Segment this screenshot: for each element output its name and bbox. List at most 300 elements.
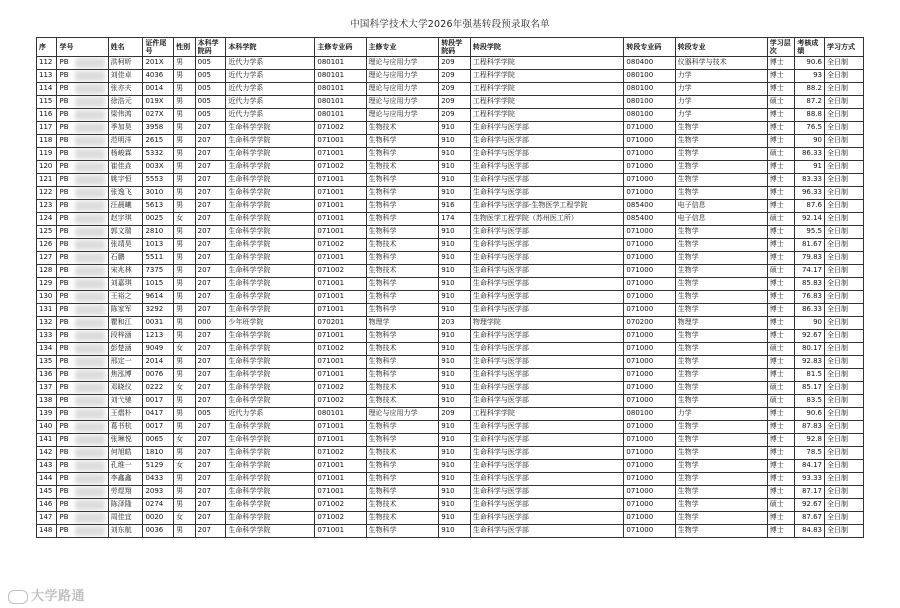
exam-score-cell: 88.2 bbox=[795, 83, 825, 96]
exam-score-cell: 92.14 bbox=[795, 213, 825, 226]
major-code-cell: 071001 bbox=[315, 135, 366, 148]
target-major-cell: 生物学 bbox=[675, 174, 767, 187]
major-cell: 生物技术 bbox=[366, 395, 439, 408]
student-id-text: PB bbox=[59, 305, 69, 314]
exam-score-cell: 83.5 bbox=[795, 395, 825, 408]
gender-cell: 男 bbox=[174, 96, 195, 109]
table-row bbox=[37, 135, 864, 148]
undergrad-college-cell: 近代力学系 bbox=[226, 83, 315, 96]
student-id-cell bbox=[57, 265, 108, 278]
gender-cell: 女 bbox=[174, 434, 195, 447]
column-header: 性别 bbox=[174, 38, 195, 57]
target-major-cell: 力学 bbox=[675, 408, 767, 421]
major-cell: 生物科学 bbox=[366, 304, 439, 317]
target-college-code-cell: 910 bbox=[439, 395, 471, 408]
target-college-code-cell: 174 bbox=[439, 213, 471, 226]
gender-cell: 男 bbox=[174, 265, 195, 278]
major-code-cell: 080101 bbox=[315, 83, 366, 96]
major-code-cell: 071002 bbox=[315, 499, 366, 512]
target-major-code-cell: 071000 bbox=[624, 512, 675, 525]
redaction-blur bbox=[75, 266, 105, 276]
target-college-cell: 生命科学与医学部 bbox=[470, 421, 624, 434]
redaction-blur bbox=[75, 383, 105, 393]
undergrad-college-code-cell: 207 bbox=[195, 304, 226, 317]
table-row bbox=[37, 239, 864, 252]
target-college-cell: 生命科学与医学部-生物医学工程学院 bbox=[470, 200, 624, 213]
exam-score-cell: 84.17 bbox=[795, 460, 825, 473]
table-row bbox=[37, 265, 864, 278]
table-row bbox=[37, 122, 864, 135]
gender-cell: 男 bbox=[174, 200, 195, 213]
target-college-cell: 物理学院 bbox=[470, 317, 624, 330]
id-suffix-cell: 5511 bbox=[143, 252, 174, 265]
student-id-cell bbox=[57, 473, 108, 486]
table-body bbox=[37, 57, 864, 538]
target-major-code-cell: 071000 bbox=[624, 226, 675, 239]
target-college-cell: 工程科学学院 bbox=[470, 70, 624, 83]
table-row bbox=[37, 356, 864, 369]
study-level-cell: 硕士 bbox=[767, 213, 795, 226]
study-level-cell: 博士 bbox=[767, 200, 795, 213]
study-mode-cell: 全日制 bbox=[825, 434, 864, 447]
id-suffix-cell: 0025 bbox=[143, 213, 174, 226]
exam-score-cell: 90.6 bbox=[795, 57, 825, 70]
undergrad-college-cell: 生命科学学院 bbox=[226, 421, 315, 434]
undergrad-college-code-cell: 207 bbox=[195, 382, 226, 395]
study-mode-cell: 全日制 bbox=[825, 96, 864, 109]
major-code-cell: 071002 bbox=[315, 265, 366, 278]
target-college-cell: 生命科学与医学部 bbox=[470, 304, 624, 317]
gender-cell: 男 bbox=[174, 135, 195, 148]
undergrad-college-code-cell: 207 bbox=[195, 239, 226, 252]
undergrad-college-cell: 生命科学学院 bbox=[226, 330, 315, 343]
id-suffix-cell: 4036 bbox=[143, 70, 174, 83]
target-major-cell: 电子信息 bbox=[675, 213, 767, 226]
target-college-code-cell: 910 bbox=[439, 265, 471, 278]
column-header: 转段学院码 bbox=[439, 38, 471, 57]
student-id-text: PB bbox=[59, 474, 69, 483]
major-cell: 生物技术 bbox=[366, 239, 439, 252]
student-id-text: PB bbox=[59, 136, 69, 145]
gender-cell: 男 bbox=[174, 70, 195, 83]
student-name-cell: 刘嘉琪 bbox=[108, 278, 143, 291]
target-major-code-cell: 071000 bbox=[624, 499, 675, 512]
student-id-text: PB bbox=[59, 123, 69, 132]
gender-cell: 男 bbox=[174, 252, 195, 265]
redaction-blur bbox=[75, 500, 105, 510]
major-code-cell: 071001 bbox=[315, 291, 366, 304]
undergrad-college-code-cell: 207 bbox=[195, 200, 226, 213]
target-major-cell: 生物学 bbox=[675, 226, 767, 239]
student-id-cell bbox=[57, 187, 108, 200]
id-suffix-cell: 1213 bbox=[143, 330, 174, 343]
redaction-blur bbox=[75, 344, 105, 354]
row-number-cell: 147 bbox=[37, 512, 57, 525]
target-major-cell: 生物学 bbox=[675, 434, 767, 447]
row-number-cell: 132 bbox=[37, 317, 57, 330]
row-number-cell: 112 bbox=[37, 57, 57, 70]
target-college-code-cell: 209 bbox=[439, 408, 471, 421]
table-row bbox=[37, 291, 864, 304]
student-name-cell: 焦泓博 bbox=[108, 369, 143, 382]
student-name-cell: 姚宇恒 bbox=[108, 174, 143, 187]
undergrad-college-cell: 近代力学系 bbox=[226, 408, 315, 421]
undergrad-college-code-cell: 207 bbox=[195, 291, 226, 304]
undergrad-college-cell: 生命科学学院 bbox=[226, 369, 315, 382]
undergrad-college-code-cell: 207 bbox=[195, 486, 226, 499]
target-college-code-cell: 910 bbox=[439, 252, 471, 265]
student-id-cell bbox=[57, 122, 108, 135]
column-header: 转段专业码 bbox=[624, 38, 675, 57]
student-name-cell: 瞿和江 bbox=[108, 317, 143, 330]
major-code-cell: 070201 bbox=[315, 317, 366, 330]
exam-score-cell: 91 bbox=[795, 161, 825, 174]
undergrad-college-code-cell: 207 bbox=[195, 473, 226, 486]
student-name-cell: 邢定一 bbox=[108, 356, 143, 369]
row-number-cell: 117 bbox=[37, 122, 57, 135]
target-college-cell: 生命科学与医学部 bbox=[470, 512, 624, 525]
major-code-cell: 071001 bbox=[315, 174, 366, 187]
student-name-cell: 徐浩元 bbox=[108, 96, 143, 109]
student-id-text: PB bbox=[59, 240, 69, 249]
undergrad-college-cell: 生命科学学院 bbox=[226, 187, 315, 200]
gender-cell: 男 bbox=[174, 356, 195, 369]
undergrad-college-cell: 近代力学系 bbox=[226, 70, 315, 83]
target-college-code-cell: 910 bbox=[439, 343, 471, 356]
id-suffix-cell: 5129 bbox=[143, 460, 174, 473]
exam-score-cell: 95.5 bbox=[795, 226, 825, 239]
major-cell: 生物技术 bbox=[366, 382, 439, 395]
undergrad-college-code-cell: 005 bbox=[195, 109, 226, 122]
row-number-cell: 126 bbox=[37, 239, 57, 252]
student-id-text: PB bbox=[59, 175, 69, 184]
study-level-cell: 博士 bbox=[767, 161, 795, 174]
exam-score-cell: 80.17 bbox=[795, 343, 825, 356]
table-row bbox=[37, 57, 864, 70]
study-mode-cell: 全日制 bbox=[825, 408, 864, 421]
student-id-text: PB bbox=[59, 448, 69, 457]
undergrad-college-cell: 生命科学学院 bbox=[226, 265, 315, 278]
target-college-cell: 工程科学学院 bbox=[470, 83, 624, 96]
target-college-cell: 生命科学与医学部 bbox=[470, 382, 624, 395]
student-id-cell bbox=[57, 96, 108, 109]
target-college-code-cell: 910 bbox=[439, 278, 471, 291]
student-name-cell: 彭楚涵 bbox=[108, 343, 143, 356]
id-suffix-cell: 0222 bbox=[143, 382, 174, 395]
id-suffix-cell: 1810 bbox=[143, 447, 174, 460]
exam-score-cell: 87.17 bbox=[795, 486, 825, 499]
exam-score-cell: 86.33 bbox=[795, 304, 825, 317]
target-college-cell: 生命科学与医学部 bbox=[470, 356, 624, 369]
target-college-code-cell: 910 bbox=[439, 304, 471, 317]
redaction-blur bbox=[75, 318, 105, 328]
study-level-cell: 硕士 bbox=[767, 148, 795, 161]
target-college-code-cell: 910 bbox=[439, 447, 471, 460]
student-id-text: PB bbox=[59, 214, 69, 223]
exam-score-cell: 87.67 bbox=[795, 512, 825, 525]
target-college-cell: 生命科学与医学部 bbox=[470, 434, 624, 447]
table-row bbox=[37, 226, 864, 239]
redaction-blur bbox=[75, 71, 105, 81]
major-cell: 生物技术 bbox=[366, 122, 439, 135]
row-number-cell: 143 bbox=[37, 460, 57, 473]
study-level-cell: 硕士 bbox=[767, 395, 795, 408]
target-major-code-cell: 071000 bbox=[624, 161, 675, 174]
target-college-code-cell: 910 bbox=[439, 369, 471, 382]
major-cell: 生物科学 bbox=[366, 460, 439, 473]
gender-cell: 男 bbox=[174, 278, 195, 291]
undergrad-college-code-cell: 207 bbox=[195, 499, 226, 512]
major-cell: 生物技术 bbox=[366, 343, 439, 356]
target-major-cell: 生物学 bbox=[675, 486, 767, 499]
gender-cell: 男 bbox=[174, 486, 195, 499]
study-mode-cell: 全日制 bbox=[825, 460, 864, 473]
table-row bbox=[37, 343, 864, 356]
target-college-code-cell: 910 bbox=[439, 148, 471, 161]
row-number-cell: 144 bbox=[37, 473, 57, 486]
study-level-cell: 博士 bbox=[767, 408, 795, 421]
undergrad-college-code-cell: 207 bbox=[195, 122, 226, 135]
target-major-cell: 生物学 bbox=[675, 369, 767, 382]
major-cell: 生物技术 bbox=[366, 447, 439, 460]
target-college-code-cell: 910 bbox=[439, 525, 471, 538]
id-suffix-cell: 0031 bbox=[143, 317, 174, 330]
redaction-blur bbox=[75, 227, 105, 237]
target-major-code-cell: 080100 bbox=[624, 109, 675, 122]
target-major-cell: 生物学 bbox=[675, 395, 767, 408]
gender-cell: 男 bbox=[174, 122, 195, 135]
major-cell: 生物科学 bbox=[366, 187, 439, 200]
undergrad-college-cell: 生命科学学院 bbox=[226, 525, 315, 538]
target-college-code-cell: 910 bbox=[439, 486, 471, 499]
id-suffix-cell: 3958 bbox=[143, 122, 174, 135]
student-name-cell: 张亦夫 bbox=[108, 83, 143, 96]
column-header: 主修专业 bbox=[366, 38, 439, 57]
student-id-cell bbox=[57, 486, 108, 499]
exam-score-cell: 76.83 bbox=[795, 291, 825, 304]
major-code-cell: 071001 bbox=[315, 187, 366, 200]
student-id-cell bbox=[57, 343, 108, 356]
target-college-cell: 生命科学与医学部 bbox=[470, 174, 624, 187]
target-major-cell: 生物学 bbox=[675, 343, 767, 356]
student-name-cell: 石鹏 bbox=[108, 252, 143, 265]
target-college-cell: 生命科学与医学部 bbox=[470, 161, 624, 174]
study-mode-cell: 全日制 bbox=[825, 525, 864, 538]
target-major-code-cell: 071000 bbox=[624, 343, 675, 356]
target-college-cell: 工程科学学院 bbox=[470, 109, 624, 122]
study-level-cell: 博士 bbox=[767, 304, 795, 317]
exam-score-cell: 93.33 bbox=[795, 473, 825, 486]
student-name-cell: 邓晓仪 bbox=[108, 382, 143, 395]
gender-cell: 男 bbox=[174, 499, 195, 512]
document-title: 中国科学技术大学2026年强基转段预录取名单 bbox=[350, 19, 550, 30]
major-cell: 生物科学 bbox=[366, 148, 439, 161]
study-level-cell: 博士 bbox=[767, 83, 795, 96]
major-code-cell: 071001 bbox=[315, 304, 366, 317]
target-college-cell: 工程科学学院 bbox=[470, 408, 624, 421]
study-mode-cell: 全日制 bbox=[825, 356, 864, 369]
undergrad-college-code-cell: 207 bbox=[195, 226, 226, 239]
row-number-cell: 124 bbox=[37, 213, 57, 226]
target-major-cell: 生物学 bbox=[675, 512, 767, 525]
major-cell: 生物科学 bbox=[366, 525, 439, 538]
redaction-blur bbox=[75, 136, 105, 146]
target-college-code-cell: 910 bbox=[439, 226, 471, 239]
target-college-cell: 生命科学与医学部 bbox=[470, 460, 624, 473]
study-mode-cell: 全日制 bbox=[825, 512, 864, 525]
target-major-code-cell: 071000 bbox=[624, 525, 675, 538]
exam-score-cell: 92.8 bbox=[795, 434, 825, 447]
study-level-cell: 博士 bbox=[767, 525, 795, 538]
student-id-cell bbox=[57, 421, 108, 434]
watermark-logo-icon bbox=[8, 590, 28, 604]
student-name-cell: 杨峻霖 bbox=[108, 148, 143, 161]
student-id-cell bbox=[57, 330, 108, 343]
id-suffix-cell: 0017 bbox=[143, 421, 174, 434]
exam-score-cell: 92.67 bbox=[795, 330, 825, 343]
redaction-blur bbox=[75, 461, 105, 471]
major-cell: 生物科学 bbox=[366, 135, 439, 148]
student-name-cell: 陈泽隆 bbox=[108, 499, 143, 512]
target-college-cell: 工程科学学院 bbox=[470, 96, 624, 109]
undergrad-college-cell: 生命科学学院 bbox=[226, 304, 315, 317]
undergrad-college-code-cell: 005 bbox=[195, 70, 226, 83]
undergrad-college-code-cell: 207 bbox=[195, 369, 226, 382]
gender-cell: 男 bbox=[174, 148, 195, 161]
id-suffix-cell: 0433 bbox=[143, 473, 174, 486]
target-major-cell: 生物学 bbox=[675, 421, 767, 434]
target-college-cell: 生命科学与医学部 bbox=[470, 447, 624, 460]
student-name-cell: 葛书杭 bbox=[108, 421, 143, 434]
target-college-cell: 生命科学与医学部 bbox=[470, 239, 624, 252]
table-row bbox=[37, 330, 864, 343]
student-id-cell bbox=[57, 109, 108, 122]
study-mode-cell: 全日制 bbox=[825, 317, 864, 330]
redaction-blur bbox=[75, 279, 105, 289]
target-major-cell: 仪器科学与技术 bbox=[675, 57, 767, 70]
undergrad-college-code-cell: 207 bbox=[195, 265, 226, 278]
undergrad-college-cell: 生命科学学院 bbox=[226, 395, 315, 408]
target-major-cell: 生物学 bbox=[675, 525, 767, 538]
redaction-blur bbox=[75, 58, 105, 68]
study-mode-cell: 全日制 bbox=[825, 304, 864, 317]
target-major-code-cell: 071000 bbox=[624, 356, 675, 369]
study-mode-cell: 全日制 bbox=[825, 291, 864, 304]
redaction-blur bbox=[75, 97, 105, 107]
target-college-code-cell: 209 bbox=[439, 70, 471, 83]
row-number-cell: 122 bbox=[37, 187, 57, 200]
target-college-code-cell: 910 bbox=[439, 174, 471, 187]
gender-cell: 男 bbox=[174, 408, 195, 421]
id-suffix-cell: 019X bbox=[143, 96, 174, 109]
student-id-cell bbox=[57, 148, 108, 161]
target-college-cell: 生命科学与医学部 bbox=[470, 525, 624, 538]
row-number-cell: 113 bbox=[37, 70, 57, 83]
student-id-cell bbox=[57, 382, 108, 395]
major-code-cell: 071001 bbox=[315, 330, 366, 343]
student-id-cell bbox=[57, 317, 108, 330]
target-major-cell: 力学 bbox=[675, 83, 767, 96]
target-major-code-cell: 071000 bbox=[624, 148, 675, 161]
redaction-blur bbox=[75, 513, 105, 523]
study-level-cell: 硕士 bbox=[767, 343, 795, 356]
column-header: 转段学院 bbox=[470, 38, 624, 57]
target-major-cell: 生物学 bbox=[675, 148, 767, 161]
major-cell: 生物科学 bbox=[366, 473, 439, 486]
target-major-cell: 物理学 bbox=[675, 317, 767, 330]
gender-cell: 男 bbox=[174, 447, 195, 460]
study-mode-cell: 全日制 bbox=[825, 239, 864, 252]
student-id-text: PB bbox=[59, 110, 69, 119]
study-level-cell: 博士 bbox=[767, 369, 795, 382]
undergrad-college-code-cell: 207 bbox=[195, 525, 226, 538]
table-row bbox=[37, 83, 864, 96]
redaction-blur bbox=[75, 149, 105, 159]
gender-cell: 女 bbox=[174, 382, 195, 395]
column-header: 本科学院码 bbox=[195, 38, 226, 57]
target-college-code-cell: 209 bbox=[439, 109, 471, 122]
study-level-cell: 博士 bbox=[767, 434, 795, 447]
exam-score-cell: 87.83 bbox=[795, 421, 825, 434]
student-id-text: PB bbox=[59, 331, 69, 340]
major-cell: 生物技术 bbox=[366, 161, 439, 174]
table-row bbox=[37, 434, 864, 447]
target-college-cell: 生命科学与医学部 bbox=[470, 395, 624, 408]
row-number-cell: 146 bbox=[37, 499, 57, 512]
student-id-cell bbox=[57, 460, 108, 473]
target-major-code-cell: 071000 bbox=[624, 421, 675, 434]
study-level-cell: 博士 bbox=[767, 460, 795, 473]
major-code-cell: 071002 bbox=[315, 122, 366, 135]
target-major-code-cell: 071000 bbox=[624, 187, 675, 200]
gender-cell: 女 bbox=[174, 213, 195, 226]
gender-cell: 男 bbox=[174, 187, 195, 200]
id-suffix-cell: 0065 bbox=[143, 434, 174, 447]
target-college-cell: 生命科学与医学部 bbox=[470, 369, 624, 382]
redaction-blur bbox=[75, 474, 105, 484]
student-id-cell bbox=[57, 499, 108, 512]
student-id-text: PB bbox=[59, 292, 69, 301]
exam-score-cell: 76.5 bbox=[795, 122, 825, 135]
table-row bbox=[37, 187, 864, 200]
id-suffix-cell: 1015 bbox=[143, 278, 174, 291]
gender-cell: 男 bbox=[174, 330, 195, 343]
undergrad-college-cell: 生命科学学院 bbox=[226, 473, 315, 486]
gender-cell: 男 bbox=[174, 395, 195, 408]
study-mode-cell: 全日制 bbox=[825, 421, 864, 434]
major-code-cell: 071001 bbox=[315, 460, 366, 473]
target-major-cell: 生物学 bbox=[675, 499, 767, 512]
column-header: 转段专业 bbox=[675, 38, 767, 57]
row-number-cell: 123 bbox=[37, 200, 57, 213]
exam-score-cell: 86.33 bbox=[795, 148, 825, 161]
target-major-cell: 生物学 bbox=[675, 447, 767, 460]
study-mode-cell: 全日制 bbox=[825, 70, 864, 83]
major-cell: 理论与应用力学 bbox=[366, 408, 439, 421]
major-cell: 理论与应用力学 bbox=[366, 109, 439, 122]
gender-cell: 男 bbox=[174, 525, 195, 538]
target-major-cell: 生物学 bbox=[675, 161, 767, 174]
study-level-cell: 博士 bbox=[767, 109, 795, 122]
target-college-code-cell: 910 bbox=[439, 122, 471, 135]
student-name-cell: 赵宇琪 bbox=[108, 213, 143, 226]
target-college-code-cell: 910 bbox=[439, 512, 471, 525]
id-suffix-cell: 5613 bbox=[143, 200, 174, 213]
exam-score-cell: 90.6 bbox=[795, 408, 825, 421]
major-cell: 生物科学 bbox=[366, 226, 439, 239]
undergrad-college-code-cell: 005 bbox=[195, 83, 226, 96]
target-major-code-cell: 071000 bbox=[624, 473, 675, 486]
